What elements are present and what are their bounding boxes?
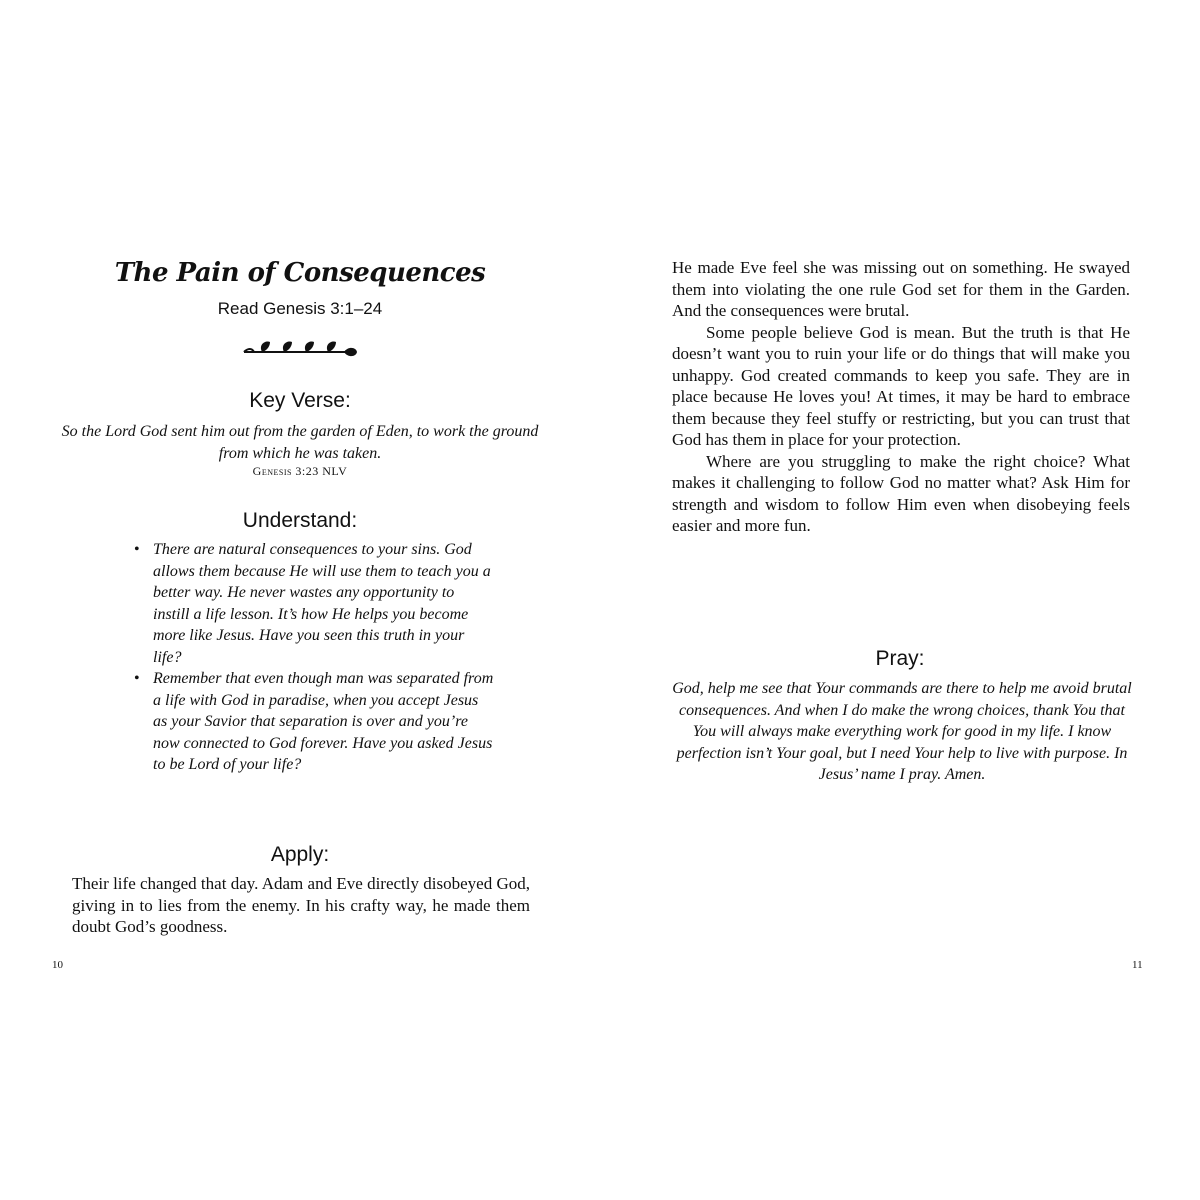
prayer-text: God, help me see that Your commands are there to help me avoid brutal consequences. And when I do make the wrong choices, thank You that You will always make everything work for good in my life. I know perfection isn’t Your goal, but I need Your help to live with purpose. In Jesus’ name I pray. Amen. xyxy=(672,680,1132,783)
page-number: 10 xyxy=(52,959,63,971)
list-item: • Remember that even though man was separated from a life with God in paradise, when you accept Jesus as your Savior that separation is over and you’re now connected to God forever. Have you asked Jesus to be Lord of your life? xyxy=(134,668,494,776)
body-paragraph: Where are you struggling to make the right choice? What makes it challenging to follow God no matter what? Ask Him for strength and wisdom to follow Him even when disobeying feels easier and more fun. xyxy=(672,451,1130,535)
understand-list xyxy=(134,539,494,776)
key-verse-reference: Genesis 3:23 NLV xyxy=(252,464,348,478)
right-page xyxy=(600,0,1200,1200)
body-paragraph: Some people believe God is mean. But the truth is that He doesn’t want you to ruin your life or do things that will make you unhappy. God created commands to keep you safe. They are in place because He loves you! At times, it may be hard to embrace them because they feel stuffy or restricting, but you can trust that God has them in place for your protection. xyxy=(672,322,1130,449)
pray-heading: Pray: xyxy=(875,647,925,670)
apply-heading: Apply: xyxy=(270,843,330,866)
key-verse-text: So the Lord God sent him out from the garden of Eden, to work the ground from which he was taken. xyxy=(61,423,539,462)
leaf-vine-icon xyxy=(240,338,360,364)
apply-text: Their life changed that day. Adam and Eve directly disobeyed God, giving in to lies from the enemy. In his crafty way, he made them doubt God’s goodness. xyxy=(72,874,530,936)
understand-heading: Understand: xyxy=(242,509,358,532)
devotion-title: The Pain of Consequences xyxy=(114,258,486,288)
key-verse-heading: Key Verse: xyxy=(249,389,351,412)
page-number: 11 xyxy=(1132,959,1143,971)
continued-body xyxy=(672,257,1130,537)
scripture-reading: Read Genesis 3:1–24 xyxy=(217,299,383,318)
body-paragraph: He made Eve feel she was missing out on something. He swayed them into violating the one rule God set for them in the Garden. And the consequences were brutal. xyxy=(672,258,1130,320)
list-item: • There are natural consequences to your sins. God allows them because He will use them to teach you a better way. He never wastes any opportunity to instill a life lesson. It’s how He helps you become more like Jesus. Have you seen this truth in your life? xyxy=(134,539,494,668)
